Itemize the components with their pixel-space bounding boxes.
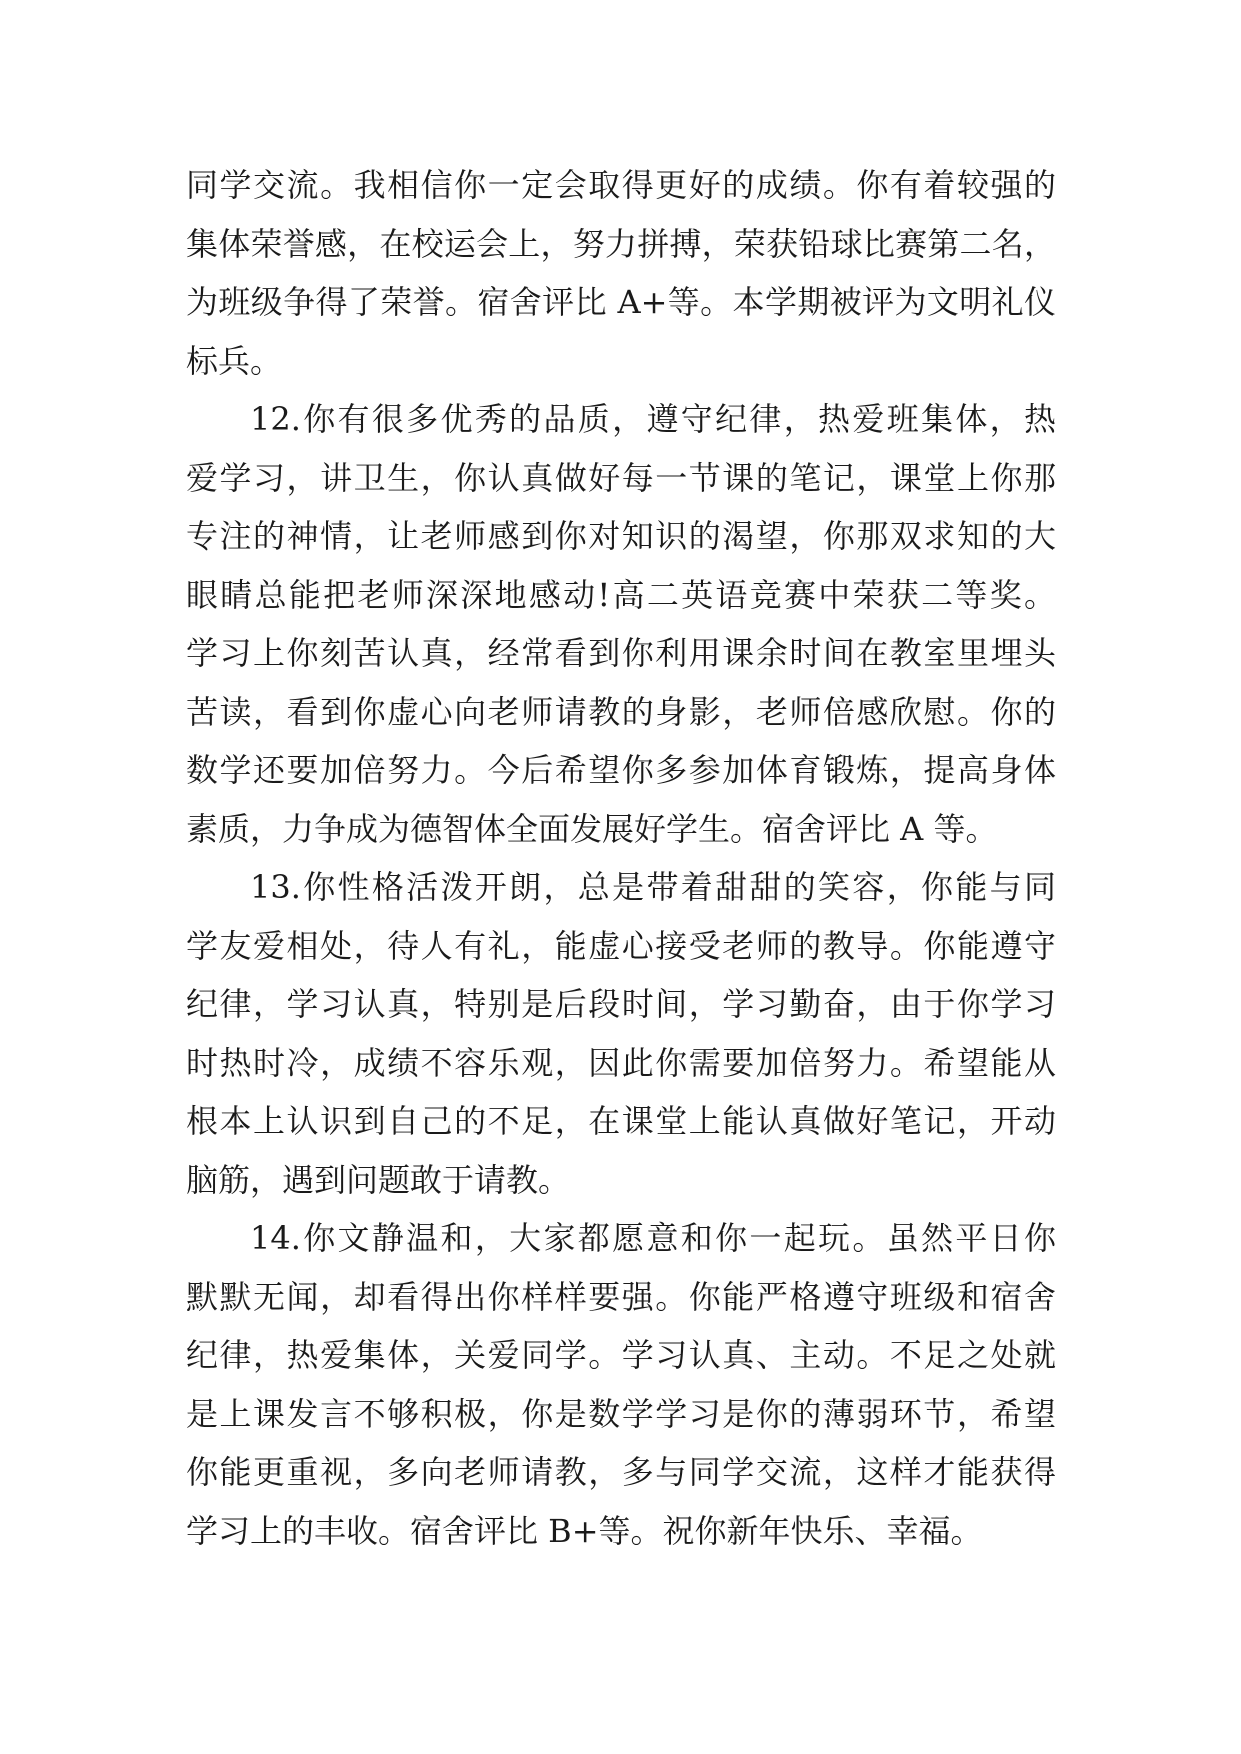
text-line: 学习上你刻苦认真，经常看到你利用课余时间在教室里埋头 xyxy=(186,634,1056,672)
text-line: 苦读，看到你虚心向老师请教的身影，老师倍感欣慰。你的 xyxy=(186,692,1056,731)
text-line: 数学还要加倍努力。今后希望你多参加体育锻炼，提高身体 xyxy=(186,751,1056,789)
text-line: 标兵。 xyxy=(186,341,283,380)
text-line: 你能更重视，多向老师请教，多与同学交流，这样才能获得 xyxy=(186,1453,1056,1491)
text-line: 同学交流。我相信你一定会取得更好的成绩。你有着较强的 xyxy=(186,166,1056,204)
text-line: 14.你文静温和，大家都愿意和你一起玩。虽然平日你 xyxy=(250,1219,1056,1257)
text-line: 专注的神情，让老师感到你对知识的渴望，你那双求知的大 xyxy=(186,517,1056,555)
text-line: 时热时冷，成绩不容乐观，因此你需要加倍努力。希望能从 xyxy=(186,1043,1056,1082)
text-line: 默默无闻，却看得出你样样要强。你能严格遵守班级和宿舍 xyxy=(186,1277,1056,1316)
text-line: 根本上认识到自己的不足，在课堂上能认真做好笔记，开动 xyxy=(186,1102,1056,1140)
text-line: 12.你有很多优秀的品质，遵守纪律，热爱班集体，热 xyxy=(250,400,1056,438)
text-line: 纪律，热爱集体，关爱同学。学习认真、主动。不足之处就 xyxy=(186,1336,1056,1374)
text-line: 集体荣誉感，在校运会上，努力拼搏，荣获铅球比赛第二名， xyxy=(186,224,1056,263)
text-line: 纪律，学习认真，特别是后段时间，学习勤奋，由于你学习 xyxy=(186,985,1056,1023)
text-line: 学友爱相处，待人有礼，能虚心接受老师的教导。你能遵守 xyxy=(186,926,1056,965)
text-line: 眼睛总能把老师深深地感动!高二英语竞赛中荣获二等奖。 xyxy=(186,575,1056,614)
text-line: 学习上的丰收。宿舍评比 B+等。祝你新年快乐、幸福。 xyxy=(186,1511,983,1550)
text-line: 13.你性格活泼开朗，总是带着甜甜的笑容，你能与同 xyxy=(250,868,1056,906)
text-line: 脑筋，遇到问题敢于请教。 xyxy=(186,1160,571,1199)
text-line: 为班级争得了荣誉。宿舍评比 A+等。本学期被评为文明礼仪 xyxy=(186,283,1056,321)
text-line: 是上课发言不够积极，你是数学学习是你的薄弱环节，希望 xyxy=(186,1394,1056,1433)
document-body xyxy=(186,156,1056,1560)
text-line: 爱学习，讲卫生，你认真做好每一节课的笔记，课堂上你那 xyxy=(186,458,1056,497)
text-line: 素质，力争成为德智体全面发展好学生。宿舍评比 A 等。 xyxy=(186,809,998,848)
